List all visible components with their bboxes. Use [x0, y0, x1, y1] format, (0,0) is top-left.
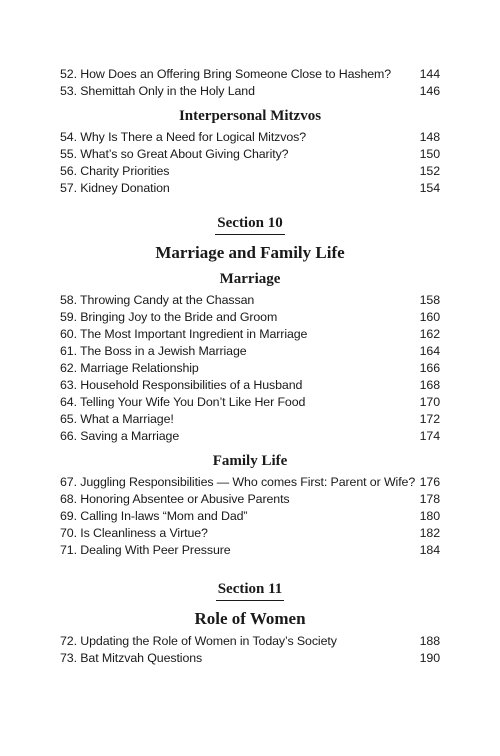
toc-entry-title: 60. The Most Important Ingredient in Marriage — [60, 327, 308, 341]
toc-entry-page: 150 — [419, 147, 440, 161]
toc-entry-title: 70. Is Cleanliness a Virtue? — [60, 526, 208, 540]
toc-entry-title: 64. Telling Your Wife You Don’t Like Her Food — [60, 395, 306, 409]
toc-entry — [60, 66, 440, 83]
toc-entry — [60, 292, 440, 309]
toc-entry-title: 54. Why Is There a Need for Logical Mitzvos? — [60, 130, 307, 144]
toc-entry-page: 174 — [419, 429, 440, 443]
toc-entry — [60, 508, 440, 525]
toc-entry — [60, 163, 440, 180]
toc-entry-page: 158 — [419, 293, 440, 307]
toc-entry — [60, 491, 440, 508]
toc-entry-title: 67. Juggling Responsibilities — Who comes First: Parent or Wife? — [60, 475, 416, 489]
toc-entry-title: 73. Bat Mitzvah Questions — [60, 651, 203, 665]
toc-entry-title: 62. Marriage Relationship — [60, 361, 199, 375]
toc-entry-title: 55. What’s so Great About Giving Charity? — [60, 147, 289, 161]
toc-entry-title: 58. Throwing Candy at the Chassan — [60, 293, 255, 307]
toc-entry-page: 188 — [419, 634, 440, 648]
toc-entry — [60, 542, 440, 559]
toc-entry-page: 160 — [419, 310, 440, 324]
toc-entry-page: 180 — [419, 509, 440, 523]
section-label: Section 11 — [216, 579, 285, 601]
subheading-marriage: Marriage — [219, 271, 281, 287]
toc-entry — [60, 360, 440, 377]
toc-entry-title: 61. The Boss in a Jewish Marriage — [60, 344, 247, 358]
toc-entry-page: 182 — [419, 526, 440, 540]
toc-entry-title: 65. What a Marriage! — [60, 412, 174, 426]
subheading-family-life: Family Life — [212, 453, 288, 469]
toc-entry-page: 168 — [419, 378, 440, 392]
toc-entry-page: 184 — [419, 543, 440, 557]
toc-entry-page: 166 — [419, 361, 440, 375]
toc-entry — [60, 474, 440, 491]
toc-entry-title: 57. Kidney Donation — [60, 181, 170, 195]
toc-entry-page: 178 — [419, 492, 440, 506]
toc-entry-title: 52. How Does an Offering Bring Someone Close to Hashem? — [60, 67, 392, 81]
toc-entry-page: 176 — [419, 475, 440, 489]
toc-entry — [60, 377, 440, 394]
toc-entry — [60, 633, 440, 650]
section-label: Section 10 — [215, 213, 284, 235]
toc-entry-page: 190 — [419, 651, 440, 665]
toc-entry — [60, 394, 440, 411]
subheading-interpersonal-mitzvos: Interpersonal Mitzvos — [178, 108, 322, 124]
toc-entry-page: 170 — [419, 395, 440, 409]
toc-entry — [60, 411, 440, 428]
toc-entry — [60, 326, 440, 343]
toc-entry — [60, 83, 440, 100]
toc-entry-title: 53. Shemittah Only in the Holy Land — [60, 84, 255, 98]
toc-entry — [60, 650, 440, 667]
toc-entry-title: 72. Updating the Role of Women in Today’s Society — [60, 634, 337, 648]
toc-entry-page: 164 — [419, 344, 440, 358]
table-of-contents — [60, 66, 440, 667]
toc-entry-page: 154 — [419, 181, 440, 195]
toc-entry — [60, 309, 440, 326]
toc-entry-title: 63. Household Responsibilities of a Husband — [60, 378, 303, 392]
toc-entry-title: 56. Charity Priorities — [60, 164, 170, 178]
toc-entry-title: 59. Bringing Joy to the Bride and Groom — [60, 310, 278, 324]
toc-entry — [60, 146, 440, 163]
toc-entry-page: 144 — [419, 67, 440, 81]
toc-entry-title: 69. Calling In-laws “Mom and Dad” — [60, 509, 248, 523]
toc-entry — [60, 343, 440, 360]
toc-entry-title: 71. Dealing With Peer Pressure — [60, 543, 231, 557]
section-title: Marriage and Family Life — [155, 243, 345, 262]
toc-entry-title: 66. Saving a Marriage — [60, 429, 180, 443]
toc-entry — [60, 129, 440, 146]
section-title: Role of Women — [194, 609, 306, 628]
toc-entry — [60, 525, 440, 542]
toc-entry-page: 148 — [419, 130, 440, 144]
toc-entry — [60, 428, 440, 445]
toc-entry — [60, 180, 440, 197]
toc-group-top — [60, 66, 440, 100]
toc-entry-page: 152 — [419, 164, 440, 178]
toc-entry-page: 162 — [419, 327, 440, 341]
toc-entry-title: 68. Honoring Absentee or Abusive Parents — [60, 492, 290, 506]
toc-entry-page: 172 — [419, 412, 440, 426]
toc-entry-page: 146 — [419, 84, 440, 98]
